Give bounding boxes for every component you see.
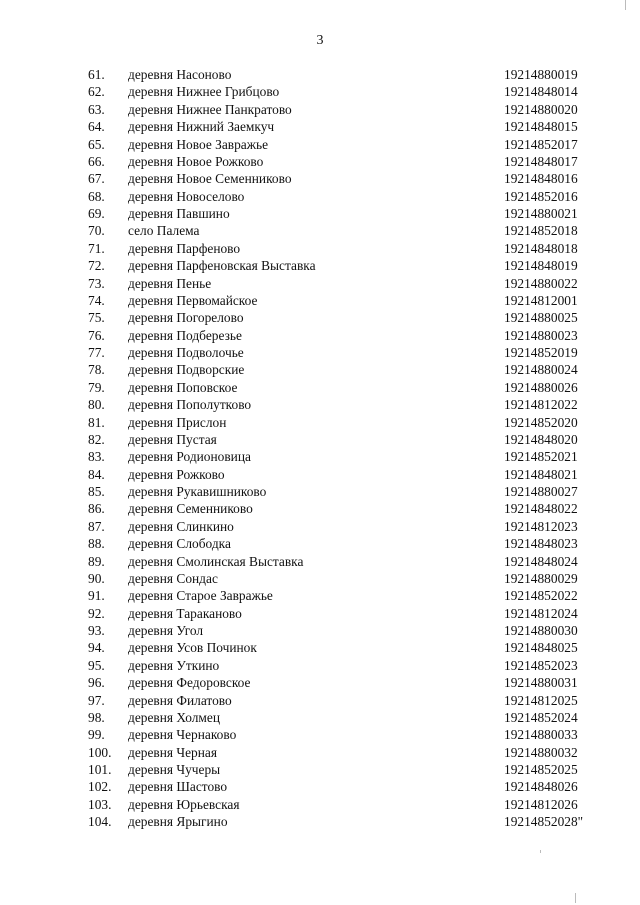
scan-speck (540, 850, 541, 853)
row-number: 94. (88, 640, 105, 656)
list-row (0, 605, 640, 622)
settlement-code: 19214848017 (504, 153, 578, 169)
row-number: 98. (88, 709, 105, 725)
list-row (0, 431, 640, 448)
settlement-code: 19214812026 (504, 796, 578, 812)
row-number: 70. (88, 223, 105, 239)
settlement-name: деревня Поповское (128, 379, 238, 395)
row-number: 102. (88, 779, 112, 795)
settlement-name: деревня Прислон (128, 414, 227, 430)
row-number: 83. (88, 449, 105, 465)
settlement-name: деревня Семенниково (128, 501, 253, 517)
row-number: 65. (88, 136, 105, 152)
row-number: 66. (88, 153, 105, 169)
settlement-name: деревня Новое Завражье (128, 136, 269, 152)
list-row (0, 483, 640, 500)
list-row (0, 240, 640, 257)
row-number: 74. (88, 292, 105, 308)
row-number: 75. (88, 310, 105, 326)
row-number: 61. (88, 67, 105, 82)
settlement-name: деревня Чучеры (128, 762, 221, 777)
list-row (0, 275, 640, 292)
settlement-code: 19214852024 (504, 709, 578, 725)
row-number: 89. (88, 553, 105, 569)
row-number: 78. (88, 362, 105, 378)
scan-speck (575, 893, 576, 903)
settlement-code: 19214852018 (504, 223, 578, 239)
list-row (0, 344, 640, 361)
list-row (0, 66, 640, 83)
list-row (0, 292, 640, 309)
row-number: 85. (88, 484, 105, 499)
page-number: 3 (316, 33, 324, 48)
settlement-name: деревня Первомайское (128, 292, 258, 308)
settlement-name: деревня Погорелово (128, 310, 244, 326)
settlement-code: 19214812023 (504, 518, 578, 534)
list-row (0, 518, 640, 535)
list-row (0, 709, 640, 726)
list-row (0, 448, 640, 465)
settlement-code: 19214880033 (504, 727, 578, 743)
list-row (0, 205, 640, 222)
settlement-name: деревня Ярыгино (128, 814, 228, 830)
settlement-code: 19214848018 (504, 240, 578, 256)
settlement-code: 19214880032 (504, 744, 578, 760)
row-number: 104. (88, 814, 112, 830)
settlement-code: 19214848024 (504, 553, 578, 569)
list-row (0, 657, 640, 674)
list-row (0, 500, 640, 517)
list-row (0, 813, 640, 830)
settlement-name: деревня Юрьевская (128, 796, 240, 812)
row-number: 81. (88, 414, 105, 430)
settlement-code: 19214852022 (504, 588, 578, 604)
list-row (0, 396, 640, 413)
list-row (0, 309, 640, 326)
settlement-code: 19214812025 (504, 692, 578, 708)
settlement-code: 19214880030 (504, 623, 578, 638)
row-number: 73. (88, 275, 105, 291)
settlement-name: деревня Угол (128, 623, 204, 638)
list-row (0, 379, 640, 396)
row-number: 97. (88, 692, 105, 708)
settlement-name: деревня Черная (128, 744, 218, 760)
row-number: 100. (88, 744, 112, 760)
settlement-code: 19214880019 (504, 67, 578, 82)
row-number: 63. (88, 101, 105, 117)
row-number: 76. (88, 327, 105, 343)
settlement-code: 19214852020 (504, 414, 578, 430)
list-row (0, 692, 640, 709)
settlement-code: 19214848026 (504, 779, 578, 795)
settlement-name: деревня Парфеново (128, 240, 241, 256)
list-row (0, 726, 640, 743)
row-number: 96. (88, 675, 105, 691)
settlement-code: 19214852017 (504, 136, 578, 152)
settlement-code: 19214852025 (504, 762, 578, 777)
settlement-name: деревня Насоново (128, 67, 232, 82)
settlement-name: деревня Уткино (128, 657, 220, 673)
list-row (0, 414, 640, 431)
row-number: 68. (88, 188, 105, 204)
settlement-code: 19214880027 (504, 484, 578, 499)
list-row (0, 327, 640, 344)
settlement-code: 19214812022 (504, 397, 578, 413)
row-number: 91. (88, 588, 105, 604)
list-row (0, 188, 640, 205)
scan-speck (625, 0, 626, 10)
settlement-name: деревня Шастово (128, 779, 228, 795)
settlement-name: село Палема (128, 223, 200, 239)
row-number: 72. (88, 258, 105, 274)
settlement-code: 19214848021 (504, 466, 578, 482)
list-row (0, 587, 640, 604)
row-number: 90. (88, 570, 105, 586)
row-number: 82. (88, 431, 105, 447)
row-number: 86. (88, 501, 105, 517)
settlement-name: деревня Филатово (128, 692, 232, 708)
list-row (0, 778, 640, 795)
settlement-code: 19214852021 (504, 449, 578, 465)
settlement-name: деревня Новое Рожково (128, 153, 264, 169)
settlement-name: деревня Слободка (128, 536, 231, 552)
settlement-name: деревня Пополутково (128, 397, 252, 413)
row-number: 93. (88, 623, 105, 638)
list-row (0, 257, 640, 274)
settlement-name: деревня Подберезье (128, 327, 242, 343)
list-row (0, 136, 640, 153)
list-row (0, 622, 640, 639)
settlement-name: деревня Пустая (128, 431, 217, 447)
settlement-name: деревня Рукавишниково (128, 484, 267, 499)
list-row (0, 761, 640, 778)
list-row (0, 222, 640, 239)
settlement-name: деревня Подворские (128, 362, 245, 378)
list-row (0, 466, 640, 483)
settlement-code: 19214848022 (504, 501, 578, 517)
settlement-code: 19214812024 (504, 605, 578, 621)
row-number: 79. (88, 379, 105, 395)
settlement-name: деревня Федоровское (128, 675, 251, 691)
settlement-code: 19214880031 (504, 675, 578, 691)
settlement-code: 19214880025 (504, 310, 578, 326)
settlement-name: деревня Рожково (128, 466, 225, 482)
settlement-name: деревня Чернаково (128, 727, 237, 743)
row-number: 87. (88, 518, 105, 534)
row-number: 95. (88, 657, 105, 673)
row-number: 69. (88, 206, 105, 221)
settlement-name: деревня Слинкино (128, 518, 234, 534)
row-number: 103. (88, 796, 112, 812)
settlement-name: деревня Старое Завражье (128, 588, 273, 604)
list-row (0, 639, 640, 656)
settlement-code: 19214880020 (504, 101, 578, 117)
list-row (0, 153, 640, 170)
list-row (0, 101, 640, 118)
settlement-code: 19214848025 (504, 640, 578, 656)
settlement-code: 19214848016 (504, 171, 578, 187)
settlement-name: деревня Усов Починок (128, 640, 257, 656)
settlement-name: деревня Пенье (128, 275, 212, 291)
settlement-code: 19214852023 (504, 657, 578, 673)
row-number: 88. (88, 536, 105, 552)
settlement-name: деревня Смолинская Выставка (128, 553, 304, 569)
settlement-name: деревня Парфеновская Выставка (128, 258, 316, 274)
settlement-name: деревня Родионовица (128, 449, 251, 465)
settlement-code: 19214852019 (504, 345, 578, 360)
settlement-code: 19214880021 (504, 206, 578, 221)
row-number: 77. (88, 345, 105, 360)
settlement-code: 19214880024 (504, 362, 578, 378)
settlement-name: деревня Тараканово (128, 605, 242, 621)
list-row (0, 118, 640, 135)
settlement-name: деревня Нижнее Грибцово (128, 84, 280, 100)
row-number: 101. (88, 762, 112, 777)
list-row (0, 674, 640, 691)
row-number: 92. (88, 605, 105, 621)
settlement-name: деревня Нижнее Панкратово (128, 101, 292, 117)
settlement-name: деревня Сондас (128, 570, 218, 586)
settlement-list (0, 66, 640, 831)
row-number: 80. (88, 397, 105, 413)
settlement-code: 19214852028" (504, 814, 584, 830)
list-row (0, 170, 640, 187)
settlement-name: деревня Подволочье (128, 345, 244, 360)
settlement-code: 19214880029 (504, 570, 578, 586)
list-row (0, 553, 640, 570)
settlement-name: деревня Новое Семенниково (128, 171, 292, 187)
row-number: 99. (88, 727, 105, 743)
settlement-code: 19214848020 (504, 431, 578, 447)
settlement-code: 19214812001 (504, 292, 578, 308)
list-row (0, 83, 640, 100)
settlement-code: 19214880023 (504, 327, 578, 343)
settlement-name: деревня Нижний Заемкуч (128, 119, 275, 135)
settlement-code: 19214848019 (504, 258, 578, 274)
list-row (0, 570, 640, 587)
settlement-name: деревня Павшино (128, 206, 230, 221)
row-number: 84. (88, 466, 105, 482)
settlement-name: деревня Холмец (128, 709, 221, 725)
row-number: 67. (88, 171, 105, 187)
settlement-code: 19214848023 (504, 536, 578, 552)
list-row (0, 361, 640, 378)
settlement-name: деревня Новоселово (128, 188, 245, 204)
row-number: 62. (88, 84, 105, 100)
settlement-code: 19214848014 (504, 84, 578, 100)
settlement-code: 19214852016 (504, 188, 578, 204)
list-row (0, 535, 640, 552)
list-row (0, 744, 640, 761)
settlement-code: 19214880026 (504, 379, 578, 395)
row-number: 64. (88, 119, 105, 135)
settlement-code: 19214880022 (504, 275, 578, 291)
list-row (0, 796, 640, 813)
settlement-code: 19214848015 (504, 119, 578, 135)
row-number: 71. (88, 240, 105, 256)
